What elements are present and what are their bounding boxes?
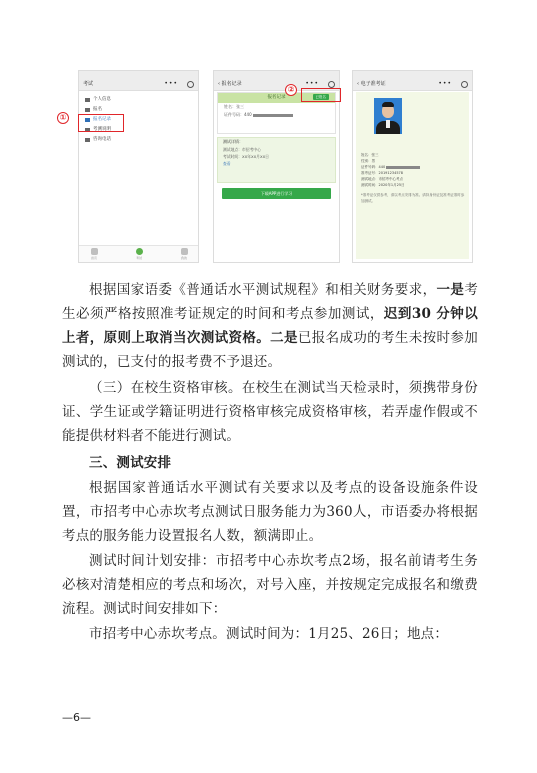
record-card-title: 报名记录 — [218, 93, 335, 103]
callout-2: ② — [285, 84, 297, 96]
menu-item-label: 考测说明 — [93, 127, 111, 132]
info-line: 考试时间：XX年XX月XX日 — [223, 154, 269, 159]
tab-label: 考试 — [135, 256, 142, 260]
info-line: 测试地点：市招考中心 — [223, 147, 261, 152]
ticket-card — [356, 92, 469, 259]
exam-icon[interactable] — [136, 248, 143, 255]
form-icon — [85, 108, 90, 112]
menu-item-label: 报名记录 — [93, 117, 111, 122]
highlight-box-records — [78, 114, 124, 132]
more-icon[interactable]: ••• — [164, 80, 178, 87]
tab-label: 我的 — [180, 256, 187, 260]
paragraph-schedule: 测试时间计划安排：市招考中心赤坎考点2场，报名前请考生务必核对清楚相应的考点和场次，对号入座，并按规定完成报名和缴费流程。测试时间安排如下： — [62, 553, 478, 617]
nav-bar — [79, 78, 198, 91]
cert-row — [218, 111, 335, 119]
nav-title: 考试 — [83, 81, 94, 87]
paragraph-rules — [62, 278, 478, 374]
close-icon[interactable] — [461, 81, 468, 88]
tab-label: 首页 — [90, 256, 97, 260]
info-panel — [217, 137, 336, 183]
paragraph-run-bold: 迟到30 分钟以上者，原则上取消当次测试资格。二是 — [62, 306, 478, 346]
download-app-button[interactable]: 下载APP进行学习 — [222, 188, 331, 199]
redacted-bar — [386, 166, 420, 169]
menu-item-label: 报名 — [93, 107, 102, 112]
back-icon[interactable]: ‹ — [218, 81, 220, 87]
hair — [382, 102, 394, 107]
close-icon[interactable] — [187, 81, 194, 88]
screenshot-menu — [78, 70, 199, 263]
ticket-cert-label: 证件号码：440 — [361, 165, 386, 169]
collar — [386, 120, 390, 128]
phone-icon — [85, 138, 90, 142]
user-icon — [85, 98, 90, 102]
close-icon[interactable] — [328, 81, 335, 88]
status-bar — [214, 71, 339, 78]
menu-item-label: 咨询电话 — [93, 137, 111, 142]
profile-icon[interactable] — [181, 248, 188, 255]
name-row: 姓名：张三 — [224, 104, 244, 109]
ticket-line: 测试时间：2020年1月25日 — [361, 183, 405, 187]
home-icon[interactable] — [91, 248, 98, 255]
nav-title: 报名记录 — [221, 81, 242, 87]
status-bar — [79, 71, 198, 78]
menu-item-label: 个人信息 — [93, 97, 111, 102]
menu-item-personal-info[interactable] — [79, 95, 198, 105]
more-icon[interactable]: ••• — [305, 80, 319, 87]
tab-bar — [79, 245, 198, 262]
paragraph-run-bold: 一是 — [436, 282, 465, 298]
paragraph-capacity: 根据国家普通话水平测试有关要求以及考点的设备设施条件设置，市招考中心赤坎考点测试日服务能力为360人，市语委办将根据考点的服务能力设置报名人数，额满即止。 — [62, 480, 478, 544]
ticket-notice: *准考证仅供参考，请以考点安排为准。请持身份证及准考证准时参加测试。 — [361, 193, 465, 203]
ticket-line: 测试地点：市招考中心考点 — [361, 177, 403, 181]
info-title: 测试详情： — [223, 139, 243, 144]
info-link[interactable]: 查看 — [223, 161, 231, 166]
paragraph-run: 已报名成功的考生未按时参加测试的，已支付的报考费不予退还。 — [62, 330, 478, 370]
page-number: —6— — [62, 711, 91, 724]
id-photo — [374, 98, 402, 134]
screenshot-admission-ticket — [352, 70, 473, 263]
cert-label: 证件号码：440 — [224, 112, 252, 117]
section-heading-3: 三、测试安排 — [89, 455, 172, 471]
paragraph-run: 根据国家语委《普通话水平测试规程》和相关财务要求， — [89, 282, 437, 298]
paragraph-venue: 市招考中心赤坎考点。测试时间为：1月25、26日；地点： — [89, 626, 449, 642]
nav-title: 电子准考证 — [360, 81, 386, 87]
ticket-line: 准考证号：20191234578 — [361, 171, 403, 175]
more-icon[interactable]: ••• — [438, 80, 452, 87]
ticket-line: 姓名：张三 — [361, 153, 379, 157]
status-bar — [353, 71, 472, 78]
redacted-bar — [253, 114, 293, 117]
callout-1: ① — [57, 112, 69, 124]
paragraph-student-review: （三）在校生资格审核。在校生在测试当天检录时，须携带身份证、学生证或学籍证明进行资格审核完成资格审核，若弄虚作假或不能提供材料者不能进行测试。 — [62, 380, 478, 444]
status-badge: 已报名 — [313, 94, 330, 100]
nav-bar — [353, 78, 472, 91]
paragraph-run: 考生必须严格按照准考证规定的时间和考点参加测试， — [62, 282, 479, 322]
highlight-box-badge — [301, 88, 341, 102]
ticket-info — [361, 152, 465, 204]
back-icon[interactable]: ‹ — [357, 81, 359, 87]
ticket-line: 性别：男 — [361, 159, 375, 163]
menu-item-hotline[interactable] — [79, 135, 198, 145]
